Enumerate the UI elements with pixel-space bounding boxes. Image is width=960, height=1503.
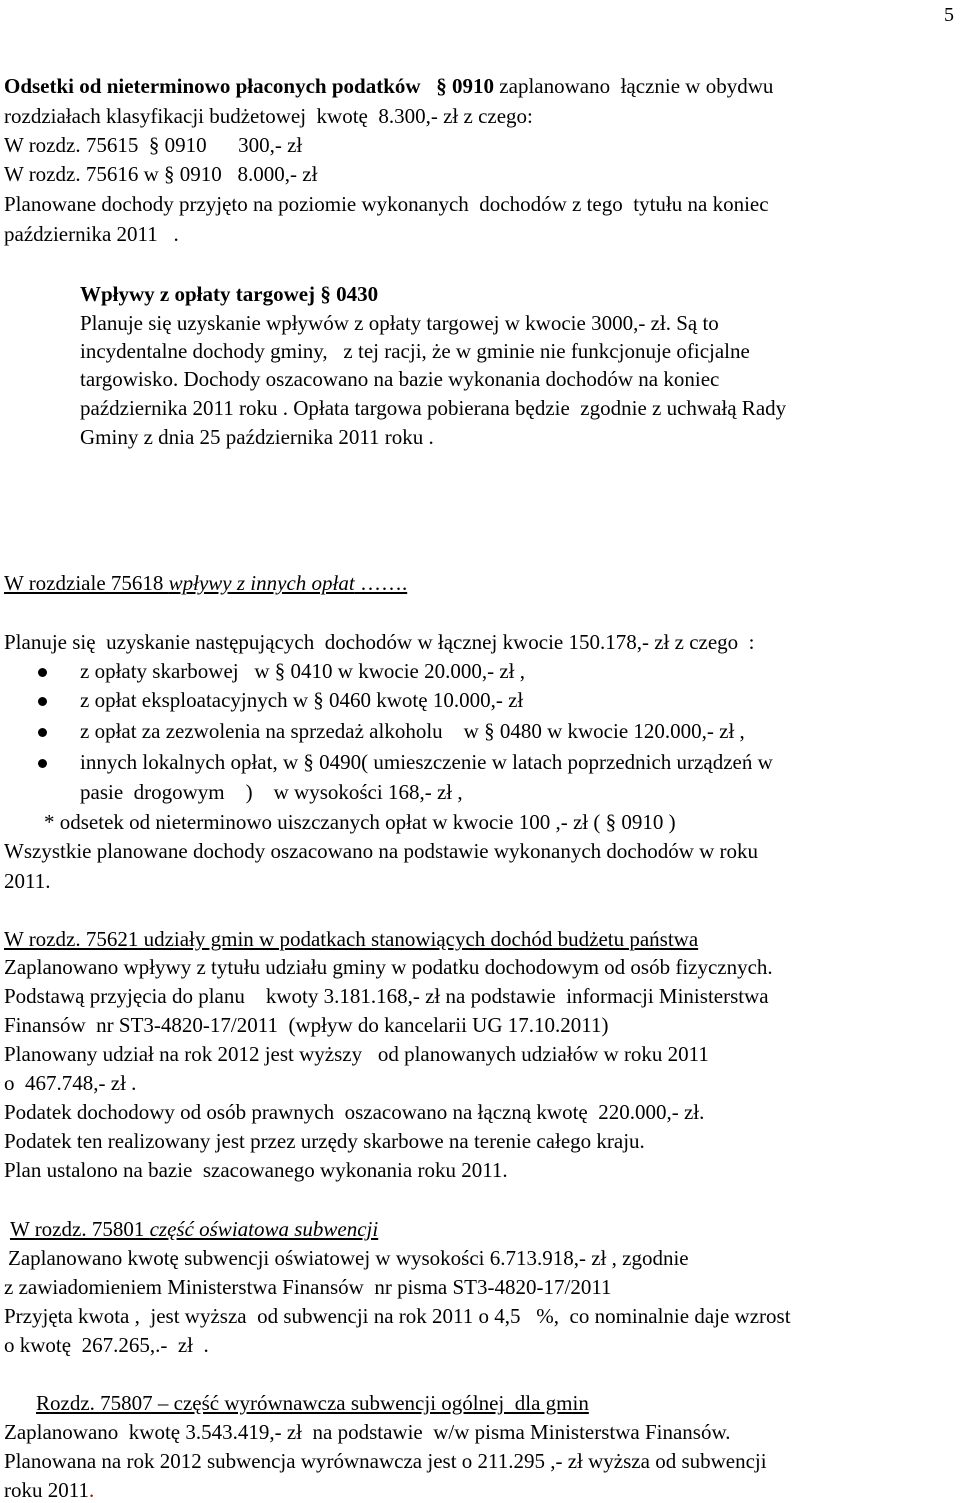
s2-heading-code: 0430 [336,282,379,306]
s3-b1-a: z opłaty skarbowej w [80,659,270,683]
s1-code: 0910 [452,74,495,98]
section-sign-icon: § [436,74,447,98]
s4-line-8: Plan ustalono na bazie szacowanego wykonania roku 2011. [4,1158,508,1182]
bullet-icon [38,668,47,677]
s2-heading [80,284,378,305]
bullet-icon [38,697,47,706]
s1-bold-text: Odsetki od nieterminowo płaconych podatków [4,74,421,98]
s4-heading: W rozdz. 75621 udziały gmin w podatkach stanowiących dochód budżetu państwa [4,927,699,951]
s2-line-4: października 2011 roku . Opłata targowa pobierana będzie zgodnie z uchwałą Rady [80,396,787,420]
section-sign-icon: § [605,810,617,834]
s4-line-6: Podatek dochodowy od osób prawnych oszacowano na łączną kwotę 220.000,- zł. [4,1100,705,1124]
s6-heading: Rozdz. 75807 – część wyrównawcza subwencji ogólnej dla gmin [36,1391,589,1415]
s5-line-4: o kwotę 267.265,.- zł . [4,1333,209,1357]
s3-heading-c: ……. [354,571,408,595]
s3-b3-b: 0480 w kwocie 120.000,- zł , [499,719,745,743]
s6-line-2: Planowana na rok 2012 subwencja wyrównawcza jest o 211.295 ,- zł wyższa od subwencji [4,1449,767,1473]
section-sign-icon: § [320,282,331,306]
section-sign-icon: § [164,162,175,186]
s1-l4-a: W rozdz. 75616 w [4,162,159,186]
s2-line-1: Planuje się uzyskanie wpływów z opłaty targowej w kwocie 3000,- zł. Są to [80,311,719,335]
bullet-icon [38,728,47,737]
s3-b4-b: 0490( umieszczenie w latach poprzednich urządzeń w [319,750,773,774]
s6-l3-dot: . [88,1478,95,1502]
s1-rest: zaplanowano łącznie w obydwu [494,74,774,98]
s5-line-2: z zawiadomieniem Ministerstwa Finansów nr pisma ST3-4820-17/2011 [4,1275,612,1299]
s2-line-5: Gminy z dnia 25 października 2011 roku . [80,425,434,449]
s2-line-3: targowisko. Dochody oszacowano na bazie wykonania dochodów na koniec [80,367,720,391]
s3-heading-a: W rozdziale 75618 [4,571,169,595]
s3-bullet-4 [80,752,773,773]
s2-heading-text: Wpływy z opłaty targowej [80,282,316,306]
s1-l3-b: 0910 300,- zł [164,133,303,157]
s5-line-3: Przyjęta kwota , jest wyższa od subwencji na rok 2011 o 4,5 %, co nominalnie daje wzrost [4,1304,791,1328]
s3-bullet-4-cont: pasie drogowym ) w wysokości 168,- zł , [80,780,463,804]
s1-l3-a: W rozdz. 75615 [4,133,139,157]
s4-line-2: Podstawą przyjęcia do planu kwoty 3.181.168,- zł na podstawie informacji Ministerstwa [4,984,769,1008]
s4-line-3: Finansów nr ST3-4820-17/2011 (wpływ do kancelarii UG 17.10.2011) [4,1013,609,1037]
s3-heading-b: wpływy z innych opłat [168,571,355,595]
s3-b2-a: z opłat eksploatacyjnych w [80,688,309,712]
s1-line-6: października 2011 . [4,222,179,246]
s3-intro: Planuje się uzyskanie następujących dochodów w łącznej kwocie 150.178,- zł z czego : [4,630,755,654]
s3-odsetki [44,812,676,833]
s1-line-4 [4,164,317,185]
s4-line-7: Podatek ten realizowany jest przez urzędy skarbowe na terenie całego kraju. [4,1129,645,1153]
s5-heading-b: część oświatowa subwencji [149,1217,379,1241]
s1-line-1 [4,76,773,97]
s3-heading [4,573,407,594]
s6-line-1: Zaplanowano kwotę 3.543.419,- zł na podstawie w/w pisma Ministerstwa Finansów. [4,1420,731,1444]
s6-line-3 [4,1480,94,1501]
s5-heading-a: W rozdz. 75801 [10,1217,150,1241]
s3-odsetki-b: 0910 ) [621,810,676,834]
section-sign-icon: § [484,719,495,743]
section-sign-icon: § [303,750,314,774]
page-number: 5 [944,4,954,26]
bullet-icon [38,759,47,768]
section-sign-icon: § [313,688,324,712]
s3-b2-b: 0460 kwotę 10.000,- zł [329,688,524,712]
s3-odsetki-a: * odsetek od nieterminowo uiszczanych opłat w kwocie 100 ,- zł ( [44,810,601,834]
s6-l3-text: roku 2011 [4,1478,89,1502]
s5-heading [10,1219,378,1240]
section-sign-icon: § [274,659,286,683]
s3-b1-b: 0410 w kwocie 20.000,- zł , [290,659,526,683]
s4-line-5: o 467.748,- zł . [4,1071,137,1095]
s4-line-4: Planowany udział na rok 2012 jest wyższy od planowanych udziałów w roku 2011 [4,1042,709,1066]
s3-b4-a: innych lokalnych opłat, w [80,750,299,774]
section-sign-icon: § [148,133,160,157]
s1-line-2: rozdziałach klasyfikacji budżetowej kwotę 8.300,- zł z czego: [4,104,533,128]
s3-all-1: Wszystkie planowane dochody oszacowano na podstawie wykonanych dochodów w roku [4,839,759,863]
s3-b3-a: z opłat za zezwolenia na sprzedaż alkoholu w [80,719,479,743]
s1-l4-b: 0910 8.000,- zł [179,162,318,186]
s3-bullet-2 [80,690,523,711]
s3-all-2: 2011. [4,869,51,893]
s3-bullet-3 [80,721,745,742]
s2-line-2: incydentalne dochody gminy, z tej racji, że w gminie nie funkcjonuje oficjalne [80,339,750,363]
s1-line-3 [4,135,302,156]
s5-line-1: Zaplanowano kwotę subwencji oświatowej w wysokości 6.713.918,- zł , zgodnie [8,1246,689,1270]
s1-line-5: Planowane dochody przyjęto na poziomie wykonanych dochodów z tego tytułu na koniec [4,192,769,216]
s4-line-1: Zaplanowano wpływy z tytułu udziału gminy w podatku dochodowym od osób fizycznych. [4,955,773,979]
s3-bullet-1 [80,661,525,682]
